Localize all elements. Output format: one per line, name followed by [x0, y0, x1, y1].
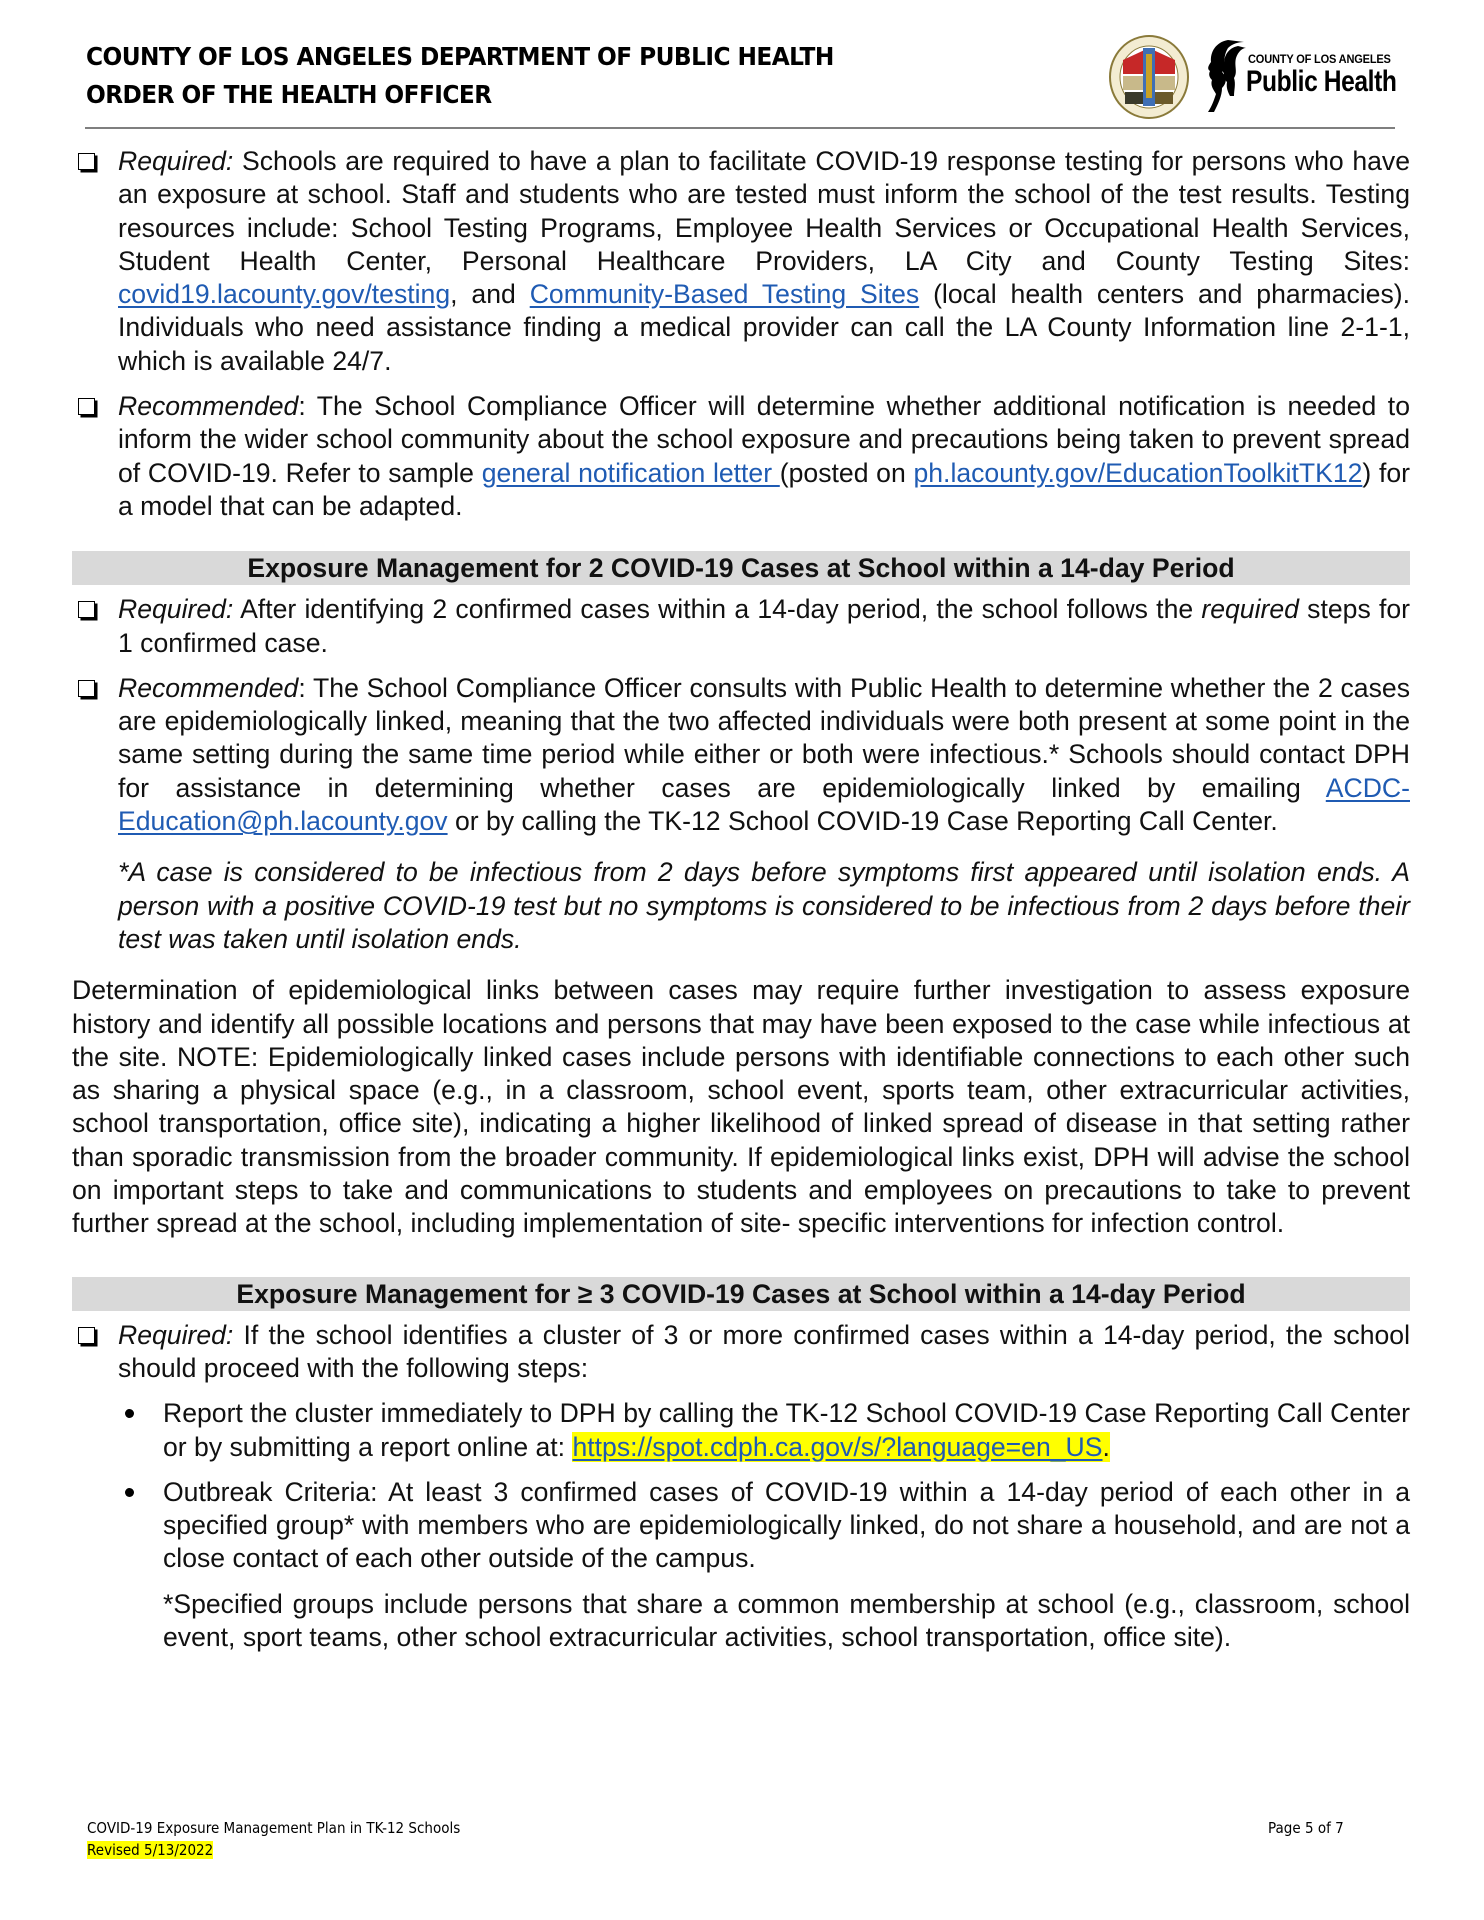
profiles-silhouette-icon	[1198, 38, 1246, 114]
header-divider	[85, 127, 1395, 129]
section-heading-3-plus-cases: Exposure Management for ≥ 3 COVID-19 Cases at School within a 14-day Period	[72, 1277, 1410, 1311]
header-title-line1: COUNTY OF LOS ANGELES DEPARTMENT OF PUBLIC HEALTH	[86, 42, 834, 71]
checklist-item-notification: Recommended: The School Compliance Officer will determine whether additional notification is needed to inform the wider school community about the school exposure and precautions being taken to prevent spread of COVID-19. Refer to sample general notification letter (posted on ph.lacounty.gov/EducationToolkitTK12) for a model that can be adapted.	[72, 390, 1410, 523]
checklist-item-cluster-required: Required: If the school identifies a cluster of 3 or more confirmed cases within a 14-day period, the school should proceed with the following steps:	[72, 1319, 1410, 1386]
bullet-icon	[125, 1409, 134, 1418]
checklist-item-testing-plan: Required: Schools are required to have a plan to facilitate COVID-19 response testing for persons who have an exposure at school. Staff and students who are tested must inform the school of the test results. Testing resources include: School Testing Programs, Employee Health Services or Occupational Health Services, Student Health Center, Personal Healthcare Providers, LA City and County Testing Sites: covid19.lacounty.gov/testing, and Community-Based Testing Sites (local health centers and pharmacies). Individuals who need assistance finding a medical provider can call the LA County Information line 2-1-1, which is available 24/7.	[72, 145, 1410, 378]
public-health-logo	[1198, 38, 1408, 114]
education-toolkit-link[interactable]: ph.lacounty.gov/EducationToolkitTK12	[913, 457, 1363, 488]
item-label: Recommended	[118, 391, 299, 422]
bullet-icon	[125, 1488, 134, 1497]
logo-public-health-text: Public Health	[1246, 65, 1397, 98]
county-seal-icon	[1108, 34, 1190, 120]
checklist-item-2-cases-required: Required: After identifying 2 confirmed cases within a 14-day period, the school follows the required steps for 1 confirmed case.	[72, 593, 1410, 660]
logo-county-text: COUNTY OF LOS ANGELES	[1248, 52, 1391, 66]
list-item-outbreak-criteria: Outbreak Criteria: At least 3 confirmed cases of COVID-19 within a 14-day period of each other in a specified group* with members who are epidemiologically linked, do not share a household, and are not a close contact of each other outside of the campus.	[163, 1476, 1410, 1576]
document-body	[72, 145, 1410, 1654]
item-label: Required:	[118, 594, 234, 625]
list-item-report-cluster: Report the cluster immediately to DPH by calling the TK-12 School COVID-19 Case Reporting Call Center or by submitting a report online at: https://spot.cdph.ca.gov/s/?language=en_US.	[163, 1397, 1410, 1464]
community-testing-sites-link[interactable]: Community-Based Testing Sites	[529, 279, 920, 310]
header-title-line2: ORDER OF THE HEALTH OFFICER	[86, 80, 492, 109]
checklist-item-2-cases-recommended: Recommended: The School Compliance Officer consults with Public Health to determine whether the 2 cases are epidemiologically linked, meaning that the two affected individuals were both present at some point in the same setting during the same time period while either or both were infectious.* Schools should contact DPH for assistance in determining whether cases are epidemiologically linked by emailing ACDC-Education@ph.lacounty.gov or by calling the TK-12 School COVID-19 Case Reporting Call Center.	[72, 672, 1410, 838]
checkbox-icon	[78, 398, 95, 415]
footer-left	[87, 1817, 460, 1861]
section-heading-2-cases: Exposure Management for 2 COVID-19 Cases at School within a 14-day Period	[72, 551, 1410, 585]
checkbox-icon	[78, 680, 95, 697]
epidemiological-links-paragraph: Determination of epidemiological links between cases may require further investigation to assess exposure history and identify all possible locations and persons that may have been exposed to the case while infectious at the site. NOTE: Epidemiologically linked cases include persons with identifiable connections to each other such as sharing a physical space (e.g., in a classroom, school event, sports team, other extracurricular activities, school transportation, office site), indicating a higher likelihood of linked spread of disease in that setting rather than sporadic transmission from the broader community. If epidemiological links exist, DPH will advise the school on important steps to take and communications to students and employees on precautions to take to prevent further spread at the school, including implementation of site- specific interventions for infection control.	[72, 975, 1410, 1239]
item-label: Required:	[118, 1319, 234, 1350]
testing-sites-link[interactable]: covid19.lacounty.gov/testing	[118, 279, 451, 310]
checkbox-icon	[78, 601, 95, 618]
item-label: Required:	[118, 146, 234, 176]
cluster-steps-list	[72, 1397, 1410, 1654]
infectious-period-footnote: *A case is considered to be infectious from 2 days before symptoms first appeared until isolation ends. A person with a positive COVID-19 test but no symptoms is considered to be infectious from 2 days before their test was taken until isolation ends.	[118, 857, 1410, 954]
notification-letter-link[interactable]: general notification letter	[481, 457, 780, 488]
acdc-email-link[interactable]: ACDC-Education@ph.lacounty.gov	[118, 772, 1410, 837]
specified-groups-note: *Specified groups include persons that share a common membership at school (e.g., classroom, school event, sport teams, other school extracurricular activities, school transportation, office site).	[163, 1588, 1410, 1652]
document-header-title	[86, 38, 834, 114]
footer-page-number: Page 5 of 7	[1268, 1819, 1344, 1837]
footer-revised-date: Revised 5/13/2022	[87, 1841, 214, 1859]
cdph-report-link[interactable]: https://spot.cdph.ca.gov/s/?language=en_US	[572, 1431, 1103, 1462]
checkbox-icon	[78, 1327, 95, 1344]
item-label: Recommended	[118, 672, 299, 703]
footer-document-title: COVID-19 Exposure Management Plan in TK-12 Schools	[87, 1819, 461, 1837]
checkbox-icon	[78, 153, 95, 170]
